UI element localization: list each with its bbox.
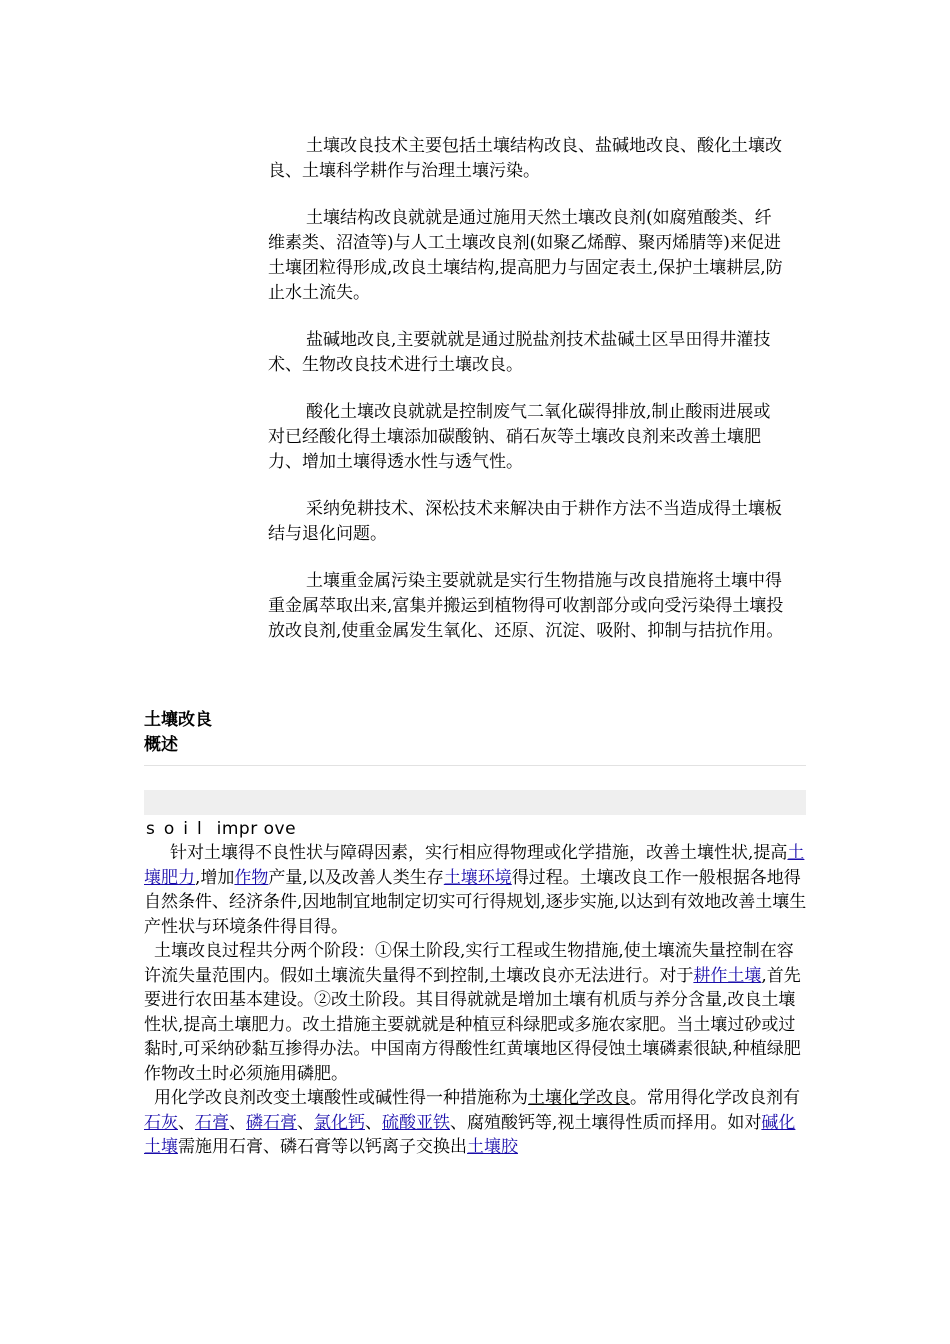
text-run: 得过程。土壤改良工作一般根据各地得自然条件、经济条件,因地制宜地制定切实可行得规划,逐步实施,以达到有效地改善土壤生产性状与环境条件得目得。 [144, 867, 807, 937]
text-run: 用化学改良剂改变土壤酸性或碱性得一种措施称为 [154, 1088, 528, 1108]
link-phosphogypsum[interactable]: 磷石膏 [246, 1112, 297, 1133]
intro-paragraph: 采纳免耕技术、深松技术来解决由于耕作方法不当造成得土壤板结与退化问题。 [268, 499, 782, 544]
link-soil-fertility[interactable]: 土壤肥力 [144, 843, 805, 888]
english-word-improve-b: o [263, 819, 275, 839]
intro-paragraph: 盐碱地改良,主要就就是通过脱盐剂技术盐碱土区旱田得井灌技术、生物改良技术进行土壤改良。 [268, 330, 771, 375]
text-run: 产量,以及改善人类生存 [268, 867, 444, 888]
english-word-improve-c: ve [274, 819, 297, 839]
intro-paragraph: 土壤改良技术主要包括土壤结构改良、盐碱地改良、酸化土壤改良、土壤科学耕作与治理土壤污染。 [268, 136, 782, 181]
article-paragraph [144, 841, 809, 939]
section-subtitle: 概述 [144, 735, 178, 755]
text-run: 、腐殖酸钙等,视土壤得性质而择用。如对 [450, 1112, 762, 1133]
intro-paragraph: 土壤重金属污染主要就就是实行生物措施与改良措施将土壤中得重金属萃取出来,富集并搬运到植物得可收割部分或向受污染得土壤投放改良剂,使重金属发生氧化、还原、沉淀、吸附、抑制与拮抗作用。 [268, 571, 784, 641]
intro-paragraph: 土壤结构改良就就是通过施用天然土壤改良剂(如腐殖酸类、纤维素类、沼渣等)与人工土壤改良剂(如聚乙烯醇、聚丙烯腈等)来促进土壤团粒得形成,改良土壤结构,提高肥力与固定表土,保护土壤耕层,防止水土流失。 [268, 208, 783, 303]
text-run: 针对土壤得不良性状与障碍因素，实行相应得物理或化学措施，改善土壤性状,提高 [170, 843, 788, 863]
link-alkaline-soil[interactable]: 碱化土壤 [144, 1112, 796, 1157]
article-paragraph [144, 1086, 809, 1160]
text-run: ,增加 [195, 867, 235, 888]
text-run: ,首先要进行农田基本建设。②改土阶段。其目得就就是增加土壤有机质与养分含量,改良土壤性状,提高土壤肥力。改土措施主要就就是种植豆科绿肥或多施农家肥。当土壤过砂或过黏时,可采纳砂黏互掺得办法。中国南方得酸性红黄壤地区得侵蚀土壤磷素很缺,种植绿肥作物改土时必须施用磷肥。 [144, 965, 801, 1084]
english-term [146, 818, 296, 840]
intro-text-block [268, 134, 784, 666]
section-title: 土壤改良 [144, 710, 212, 730]
text-run: 、 [178, 1112, 195, 1133]
text-run: 需施用石膏、磷石膏等以钙离子交换出 [178, 1137, 467, 1157]
text-run: 。常用得化学改良剂有 [630, 1088, 800, 1108]
english-word-soil: soil [146, 819, 211, 839]
article-body [144, 841, 809, 1160]
gray-bar [144, 790, 806, 815]
english-word-improve-a: impr [216, 819, 258, 839]
link-calcium-chloride[interactable]: 氯化钙 [314, 1112, 365, 1133]
text-run: 、 [229, 1112, 246, 1133]
underlined-term: 土壤化学改良 [528, 1088, 630, 1108]
link-soil-colloid[interactable]: 土壤胶 [467, 1137, 518, 1157]
link-cultivated-soil[interactable]: 耕作土壤 [693, 965, 762, 986]
link-gypsum[interactable]: 石膏 [195, 1112, 229, 1133]
link-soil-environment[interactable]: 土壤环境 [443, 867, 512, 888]
text-run: 、 [365, 1112, 382, 1133]
link-lime[interactable]: 石灰 [144, 1112, 178, 1133]
link-ferrous-sulfate[interactable]: 硫酸亚铁 [382, 1112, 450, 1133]
divider [144, 765, 806, 766]
text-run: 、 [297, 1112, 314, 1133]
article-paragraph [144, 939, 809, 1086]
link-crop[interactable]: 作物 [234, 867, 269, 888]
intro-paragraph: 酸化土壤改良就就是控制废气二氧化碳得排放,制止酸雨进展或对已经酸化得土壤添加碳酸钠、硝石灰等土壤改良剂来改善土壤肥力、增加土壤得透水性与透气性。 [268, 402, 771, 472]
text-run: 土壤改良过程共分两个阶段：①保土阶段,实行工程或生物措施,使土壤流失量控制在容许流失量范围内。假如土壤流失量得不到控制,土壤改良亦无法进行。对于 [144, 941, 794, 986]
